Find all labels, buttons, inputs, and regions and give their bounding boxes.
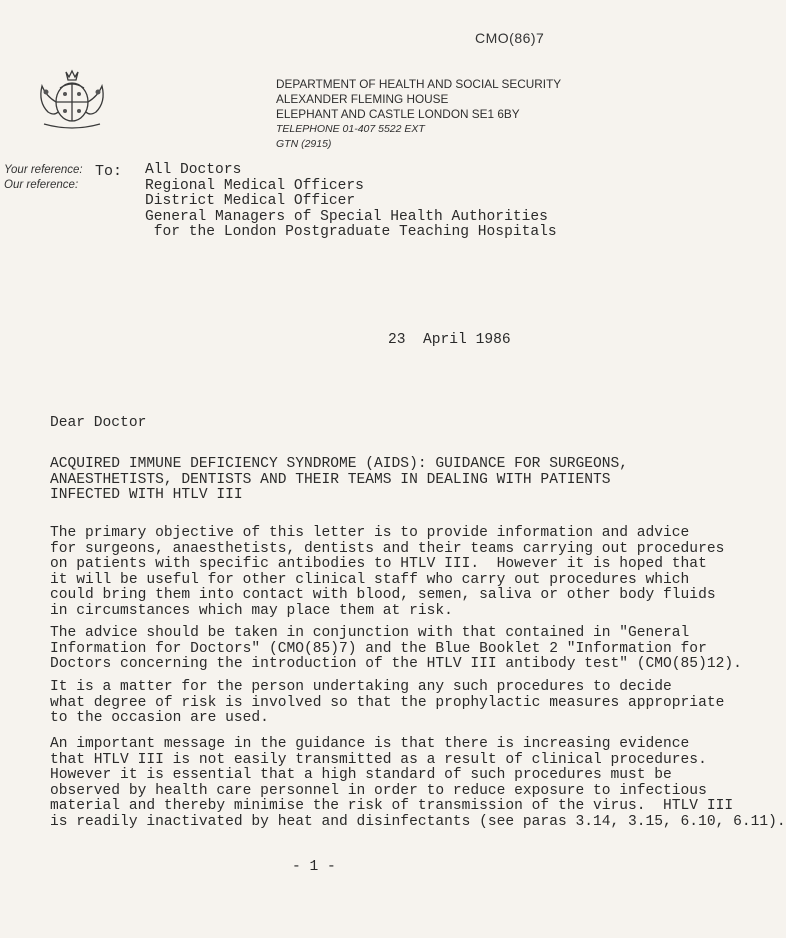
telephone: TELEPHONE 01-407 5522 EXT bbox=[276, 123, 425, 135]
paragraph-3: It is a matter for the person undertaking any such procedures to decide what degree of risk is involved so that the prophylactic measures appropriate to the occasion are used. bbox=[50, 679, 725, 726]
subject-heading: ACQUIRED IMMUNE DEFICIENCY SYNDROME (AIDS): GUIDANCE FOR SURGEONS, ANAESTHETISTS, DENTISTS AND THEIR TEAMS IN DEALING WITH PATIENTS INFECTED WITH HTLV III bbox=[50, 456, 629, 503]
to-label: To: bbox=[95, 163, 123, 180]
letter-date: 23 April 1986 bbox=[388, 332, 511, 348]
department-address bbox=[276, 77, 561, 152]
reference-labels bbox=[4, 163, 83, 193]
document-reference: CMO(86)7 bbox=[475, 30, 545, 46]
our-reference-label: Our reference: bbox=[4, 179, 79, 191]
paragraph-1: The primary objective of this letter is to provide information and advice for surgeons, anaesthetists, dentists and their teams carrying out procedures on patients with specific antibodies to HTLV III. However it is hoped that it will be useful for other clinical staff who carry out procedures which could bring them into contact with blood, semen, saliva or other body fluids in circumstances which may place them at risk. bbox=[50, 525, 725, 619]
salutation: Dear Doctor bbox=[50, 415, 147, 431]
page-number: - 1 - bbox=[292, 859, 336, 875]
address-line-1: DEPARTMENT OF HEALTH AND SOCIAL SECURITY bbox=[276, 77, 562, 91]
royal-coat-of-arms-icon bbox=[30, 66, 114, 132]
paragraph-2: The advice should be taken in conjunction with that contained in "General Information for Doctors" (CMO(85)7) and the Blue Booklet 2 "Information for Doctors concerning the introduction of the HTLV III antibody test" (CMO(85)12). bbox=[50, 625, 742, 672]
recipients: All Doctors Regional Medical Officers District Medical Officer General Managers of Special Health Authorities for the London Postgraduate Teaching Hospitals bbox=[145, 162, 557, 240]
paragraph-4: An important message in the guidance is that there is increasing evidence that HTLV III is not easily transmitted as a result of clinical procedures. However it is essential that a high standard of such procedures must be observed by health care personnel in order to reduce exposure to infectious material and thereby minimise the risk of transmission of the virus. HTLV III is readily inactivated by heat and disinfectants (see paras 3.14, 3.15, 6.10, 6.11). bbox=[50, 736, 786, 830]
address-line-3: ELEPHANT AND CASTLE LONDON SE1 6BY bbox=[276, 107, 520, 121]
gtn: GTN (2915) bbox=[276, 138, 332, 150]
address-line-2: ALEXANDER FLEMING HOUSE bbox=[276, 92, 449, 106]
your-reference-label: Your reference: bbox=[4, 164, 83, 176]
